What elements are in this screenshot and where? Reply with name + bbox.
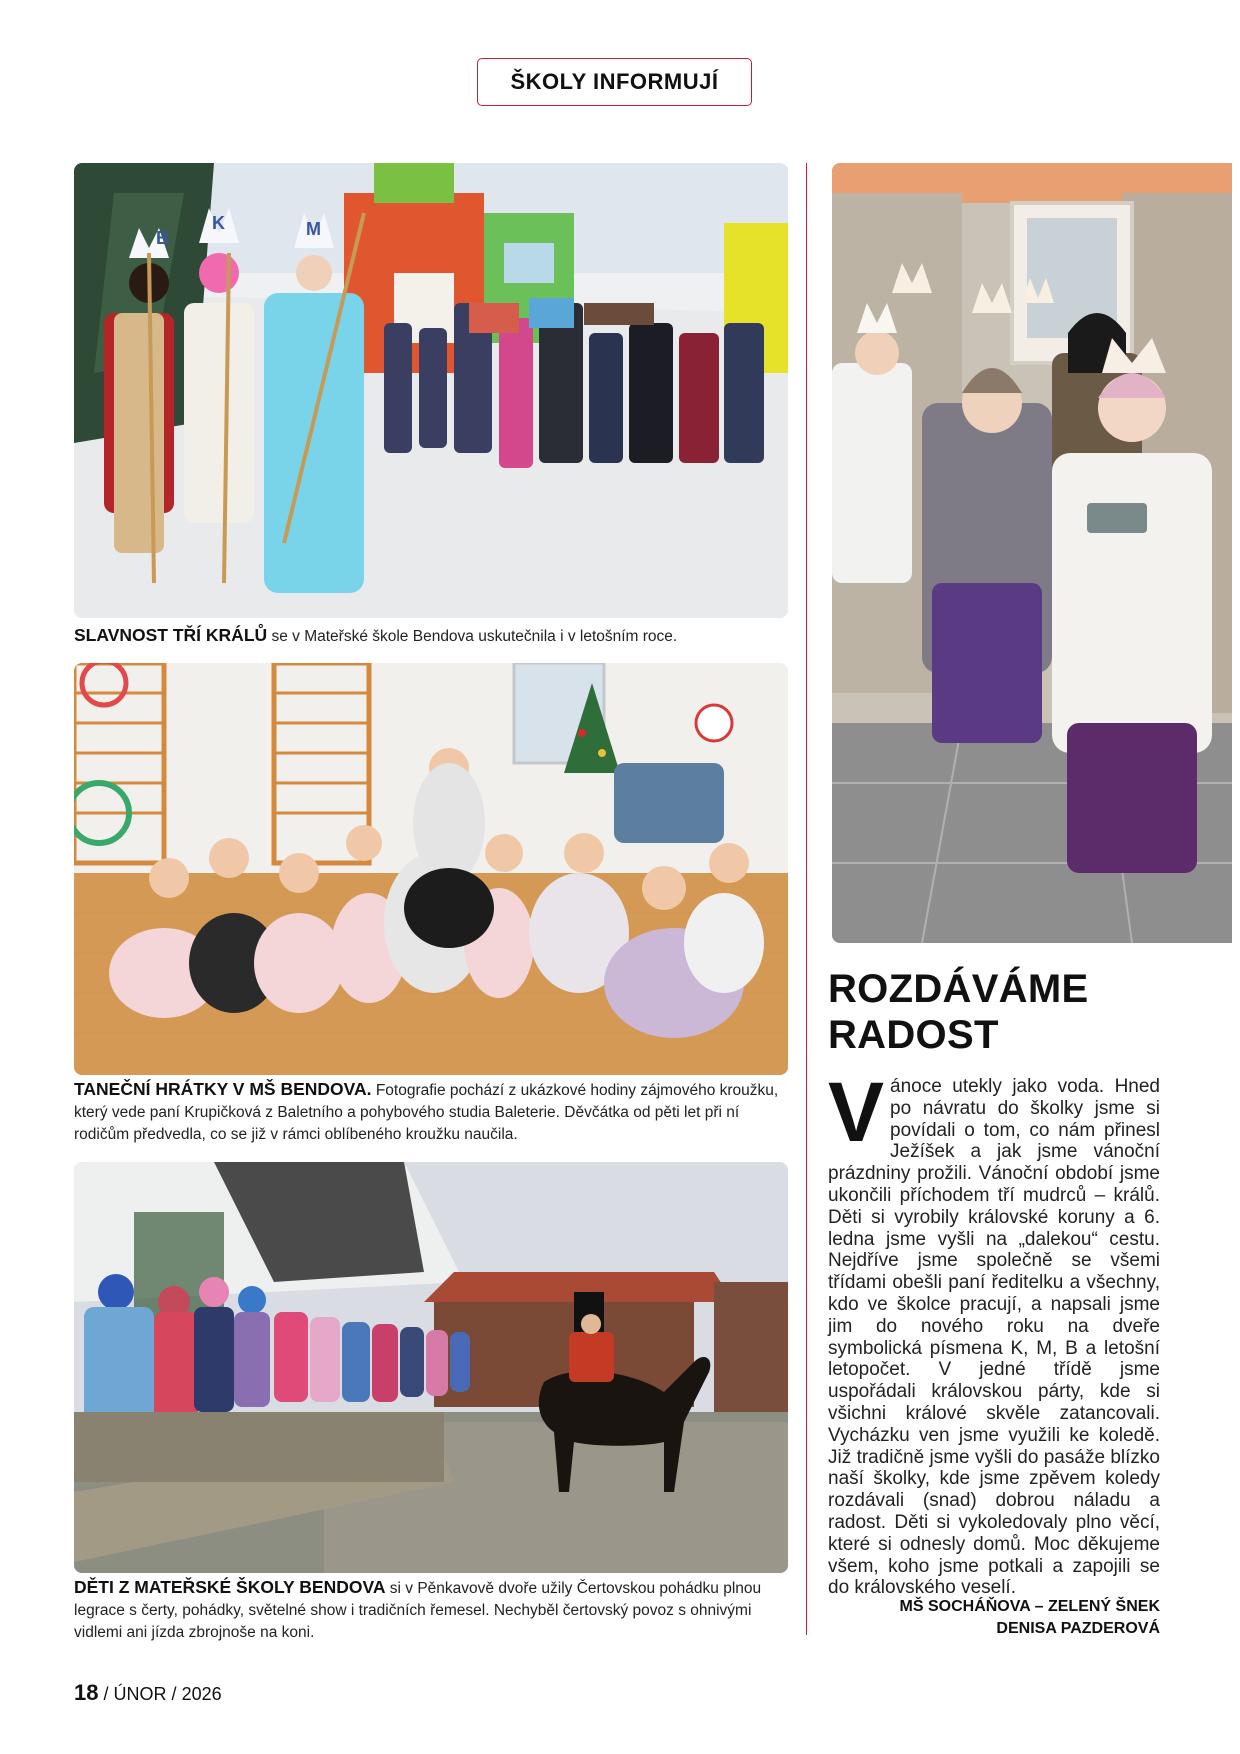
dance-class-illustration — [74, 663, 788, 1075]
caption-horse-rider — [74, 1576, 788, 1644]
photo-three-kings — [74, 163, 788, 618]
signature-school: MŠ SOCHÁŇOVA – ZELENÝ ŠNEK — [899, 1598, 1160, 1615]
crown-children-illustration — [832, 163, 1232, 943]
headline-line-2: RADOST — [828, 1013, 999, 1057]
photo-dance-class — [74, 663, 788, 1075]
article-body — [828, 1065, 1160, 1599]
footer-year: 2026 — [181, 1684, 222, 1704]
horse-rider-illustration — [74, 1162, 788, 1573]
footer-month: ÚNOR — [113, 1684, 167, 1704]
drop-cap: V — [828, 1065, 885, 1159]
caption-lead: TANEČNÍ HRÁTKY V MŠ BENDOVA. — [74, 1079, 372, 1099]
caption-dance-class — [74, 1078, 788, 1146]
three-kings-illustration — [74, 163, 788, 618]
caption-lead: DĚTI Z MATEŘSKÉ ŠKOLY BENDOVA — [74, 1577, 386, 1597]
article-text: ánoce utekly jako voda. Hned po návratu do školky jsme si povídali o tom, co nám přinesl Ježíšek a jak jsme vánoční prázdniny prožili. Vánoční období jsme ukončili příchodem tří mudrců – králů. Děti si vyrobily královské koruny a 6. ledna jsme vyšli na „dalekou“ cestu. Nejdříve jsme společně se všemi třídami obešli paní ředitelku a všechny, kdo ve školce pracují, a napsali jsme jim do nového roku na dveře symbolická písmena K, M, B a letošní letopočet. V jedné třídě jsme uspořádali královskou párty, kde si všichni králové skvěle zatancovali. Vycházku ven jsme využili ke koledě. Již tradičně jsme vyšli do pasáže blízko naší školky, kde jsme zpěvem koledy rozdávali (snad) dobrou náladu a radost. Děti si vykoledovaly plno věcí, které si odnesly domů. Moc děkujeme všem, koho jsme potkali a zapojili se do královského veselí. — [828, 1076, 1160, 1599]
section-label: ŠKOLY INFORMUJÍ — [510, 69, 719, 94]
crown-letter-b: B — [156, 228, 169, 248]
caption-lead: SLAVNOST TŘÍ KRÁLŮ — [74, 625, 268, 645]
page-footer — [74, 1680, 222, 1706]
headline-line-1: ROZDÁVÁME — [828, 967, 1089, 1011]
footer-separator: / — [171, 1684, 177, 1704]
footer-separator: / — [103, 1684, 109, 1704]
article-headline — [828, 966, 1218, 1058]
caption-three-kings — [74, 624, 788, 648]
photo-crown-children — [832, 163, 1232, 943]
crown-letter-k: K — [212, 213, 225, 233]
column-divider — [806, 163, 807, 1635]
photo-horse-rider — [74, 1162, 788, 1573]
signature-author: DENISA PAZDEROVÁ — [996, 1620, 1160, 1637]
section-badge — [477, 58, 752, 106]
page-number: 18 — [74, 1680, 99, 1705]
crown-letter-m: M — [306, 219, 321, 239]
caption-text: Fotografie pochází z ukázkové hodiny zájmového kroužku, který vede paní Krupičková z Baletního a pohybového studia Baleterie. Děvčátka od pěti let při ní rodičům předvedla, co se již v rámci oblíbeného kroužku naučila. — [74, 1082, 779, 1143]
article-signature — [828, 1596, 1160, 1640]
caption-text: si v Pěnkavově dvoře užily Čertovskou pohádku plnou legrace s čerty, pohádky, světelné show i tradičních řemesel. Nechyběl čertovský povoz s ohnivými vidlemi ani jízda zbrojnoše na koni. — [74, 1580, 762, 1641]
caption-text: se v Mateřské škole Bendova uskutečnila i v letošním roce. — [267, 628, 678, 645]
